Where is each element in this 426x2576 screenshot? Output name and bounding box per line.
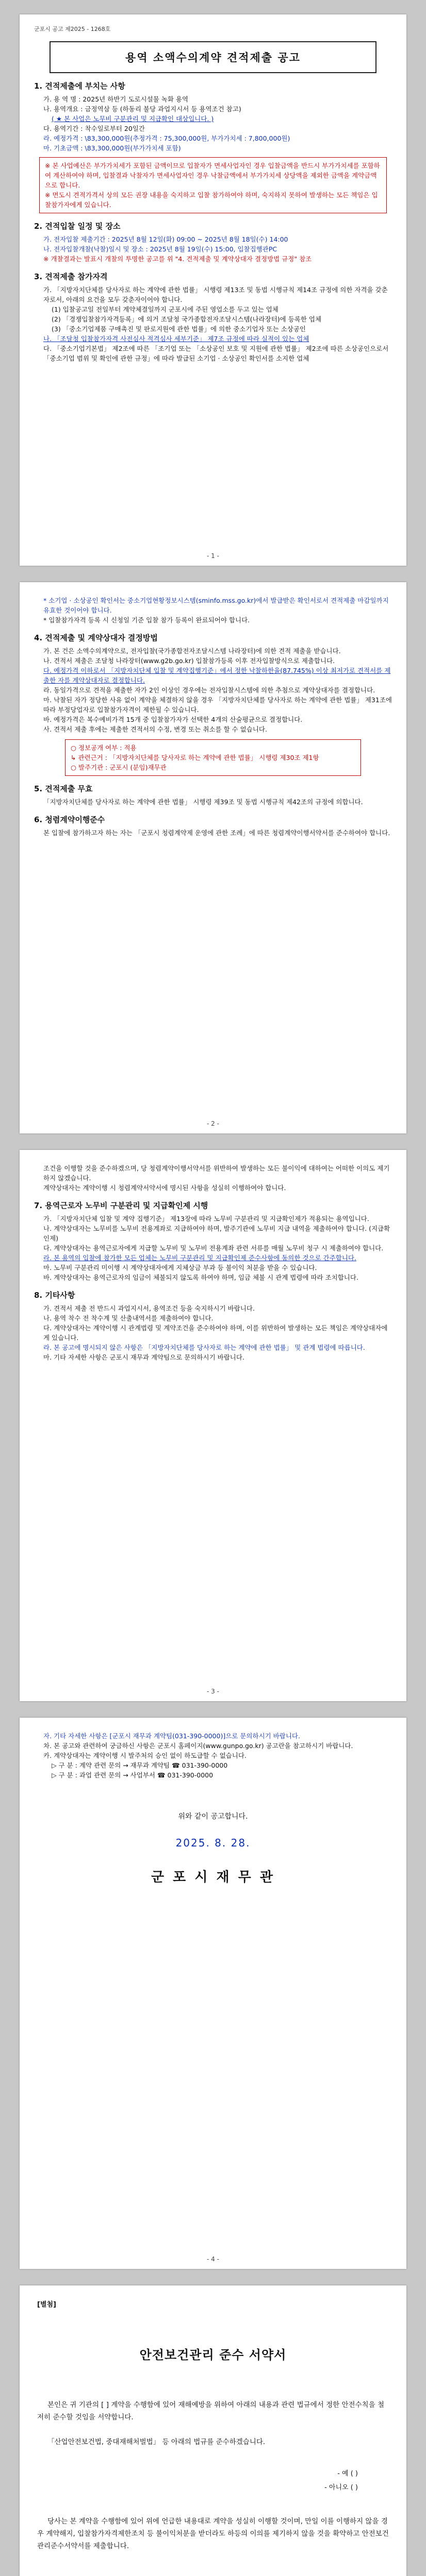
info-disclosure-line-1: ○ 정보공개 여부 : 적용 — [71, 744, 137, 752]
vat-warning-box — [39, 157, 387, 213]
section-6-title: 6. 청렴계약이행준수 — [34, 815, 105, 824]
responsibility-warning-line: ※ 면도시 견적가격서 상의 모든 권장 내용을 숙지하고 입찰 참가하여야 하며, 숙지하지 못하여 발생하는 모든 책임은 입찰참가자에게 있습니다. — [45, 191, 378, 209]
page-number-3: - 3 - — [207, 1688, 219, 1695]
document-page-4 — [20, 1718, 406, 2269]
document-page-3 — [20, 1150, 406, 1701]
s3-line-a1: (1) 입찰공고일 전일부터 계약체결일까지 군포시에 주된 영업소를 두고 있는 업체 — [52, 306, 278, 313]
s8-line-c: 다. 계약상대자는 계약이행 시 관계법령 및 계약조건을 준수하여야 하며, 이를 위반하여 발생하는 모든 책임은 계약상대자에게 있습니다. — [43, 1324, 388, 1342]
pledge-title: 안전보건관리 준수 서약서 — [139, 2348, 287, 2362]
s4-line-d: 라. 동일가격으로 견적을 제출한 자가 2인 이상인 경우에는 전자입찰시스템에 의한 추첨으로 계약상대자를 결정합니다. — [43, 686, 375, 694]
answer-yes: - 예 ( ) — [337, 2470, 358, 2478]
closing-statement: 위와 같이 공고합니다. — [178, 1812, 248, 1821]
s7-line-b: 나. 계약상대자는 노무비를 노무비 전용계좌로 지급하여야 하며, 발주기관에 노무비 지급 내역을 제출하여야 합니다. (지급확인제) — [43, 1225, 390, 1242]
s6-line-1: 본 입찰에 참가하고자 하는 자는 「군포시 청렴계약제 운영에 관한 조례」에 따른 청렴계약이행서약서를 준수하여야 합니다. — [43, 829, 390, 837]
section-3-title: 3. 견적제출 참가자격 — [34, 272, 108, 281]
page-number-2: - 2 - — [207, 1120, 219, 1127]
issuer-name: 군 포 시 재 무 관 — [151, 1870, 275, 1885]
document-title-box — [50, 41, 376, 73]
s8-line-e: 마. 기타 자세한 사항은 군포시 재무과 계약팀으로 문의하시기 바랍니다. — [43, 1353, 244, 1361]
s3-line-b: 나. 「조달청 입찰참가자격 사전심사 적격심사 세부기준」 제7조 규정에 따라 실적이 있는 업체 — [43, 335, 309, 343]
s1-line-base-amount: 마. 기초금액 : \83,300,000원(부가가치세 포함) — [43, 144, 181, 152]
p2-top-note-2: * 입찰참가자격 등록 시 신청일 기준 입찰 참가 등록이 완료되어야 합니다. — [43, 616, 250, 624]
s7-line-d: 라. 본 용역의 입찰에 참가한 모든 업체는 노무비 구분관리 및 지급확인제 준수사항에 동의한 것으로 간주합니다. — [43, 1254, 356, 1262]
attachment-tag: [별첨] — [37, 2301, 56, 2309]
p2-top-note-1: * 소기업 · 소상공인 확인서는 중소기업현황정보시스템(sminfo.mss.go.kr)에서 발급받은 확인서로서 견적제출 마감일까지 유효한 것이어야 합니다. — [43, 597, 389, 614]
p4-line-2: 차. 본 공고와 관련하여 궁금하신 사항은 군포시 홈페이지(www.gunpo.go.kr) 공고란을 참고하시기 바랍니다. — [43, 1742, 353, 1750]
section-2-title: 2. 견적입찰 일정 및 장소 — [34, 222, 121, 231]
section-1-title: 1. 견적제출에 부치는 사항 — [34, 81, 125, 91]
s3-line-a2: (2) 「경쟁입찰참가자격등록」에 의거 조달청 국가종합전자조달시스템(나라장터)에 등록한 업체 — [52, 315, 322, 323]
s1-line-service-name: 가. 용 역 명 : 2025년 하반기 도로시설물 녹화 용역 — [43, 95, 189, 103]
s2-line-submission-period: 가. 전자입찰 제출기간 : 2025년 8월 12일(화) 09:00 ~ 2025년 8월 18일(수) 14:00 — [43, 235, 288, 243]
section-4-title: 4. 견적제출 및 계약상대자 결정방법 — [34, 633, 158, 642]
document-page-1 — [20, 14, 406, 566]
info-disclosure-line-2: ↳ 관련근거 : 「지방자치단체를 당사자로 하는 계약에 관한 법률」 시행령 제30조 제1항 — [71, 754, 319, 761]
answer-no: - 아니오 ( ) — [324, 2484, 358, 2492]
info-disclosure-line-3: ○ 발주기관 : 군포시 (분임)재무관 — [71, 764, 167, 771]
s4-line-c: 다. 예정가격 이하로서 「지방자치단체 입찰 및 계약집행기준」에서 정한 낙찰하한율(87.745%) 이상 최저가로 견적서를 제출한 자를 계약상대자로 결정합니다. — [43, 667, 391, 684]
announcement-date: 2025. 8. 28. — [175, 1837, 251, 1849]
s4-line-e: 마. 낙찰된 자가 정당한 사유 없이 계약을 체결하지 않을 경우 「지방자치단체를 당사자로 하는 계약에 관한 법률」 제31조에 따라 부정당업자로 입찰참가자격이 제한될 수 있습니다. — [43, 696, 392, 714]
s7-line-a: 가. 「지방자치단체 입찰 및 계약 집행기준」 제13장에 따라 노무비 구분관리 및 지급확인제가 적용되는 용역입니다. — [43, 1215, 369, 1223]
s1-line-period: 다. 용역기간 : 착수일로부터 20일간 — [43, 125, 145, 132]
section-8-title: 8. 기타사항 — [34, 1291, 75, 1300]
section-7-title: 7. 용역근로자 노무비 구분관리 및 지급확인제 시행 — [34, 1201, 208, 1210]
document-title: 용역 소액수의계약 견적제출 공고 — [125, 52, 301, 64]
s3-line-c: 다. 「중소기업기본법」 제2조에 따른 「조기업 또는 「소상공인 보호 및 지원에 관한 법률」 제2조에 따른 소상공인으로서 「중소기업 범위 및 확인에 관한 규정」에 따라 발급된 소기업 · 소상공인 확인서를 소지한 업체 — [43, 345, 389, 362]
p4-line-5: ▷ 구 분 : 과업 관련 문의 → 사업부서 ☎ 031-390-0000 — [52, 1771, 214, 1779]
s3-line-a: 가. 「지방자치단체를 당사자로 하는 계약에 관한 법률」 시행령 제13조 및 동법 시행규칙 제14조 규정에 의한 자격을 갖춘 자로서, 아래의 요건을 모두 갖춘자이어야 합니다. — [43, 286, 388, 303]
s1-line-estimated-price: 라. 예정가격 : \83,300,000원(추정가격 : 75,300,000원, 부가가치세 : 7,800,000원) — [43, 134, 290, 142]
s4-line-a: 가. 본 건은 소액수의계약으로, 전자입찰(국가종합전자조달시스템 나라장터)에 의한 견적 제출을 받습니다. — [43, 647, 341, 655]
s4-line-g: 사. 견적서 제출 후에는 제출한 견적서의 수정, 변경 또는 취소를 할 수 없습니다. — [43, 725, 267, 733]
section-5-title: 5. 견적제출 무효 — [34, 784, 93, 793]
p3-intro-line-2: 계약상대자는 계약이행 시 청렴계약서약서에 명시된 사항을 성실히 이행하여야 합니다. — [43, 1184, 286, 1192]
s3-line-a3: (3) 「중소기업제품 구매촉진 및 판로지원에 관한 법률」에 의한 중소기업자 또는 소상공인 — [52, 325, 306, 333]
document-page-5 — [20, 2285, 406, 2576]
document-page-2 — [20, 582, 406, 1133]
pledge-body-1: 본인은 귀 기관의 [ ] 계약을 수행함에 있어 재해예방을 위하여 아래의 내용과 관련 법규에서 정한 안전수칙을 철저히 준수할 것임을 서약합니다. — [37, 2401, 384, 2421]
document-number: 군포시 공고 제2025 - 1268호 — [34, 26, 111, 32]
s7-line-e: 마. 노무비 구분관리 미이행 시 계약상대자에게 지체상금 부과 등 불이익 처분을 받을 수 있습니다. — [43, 1264, 317, 1272]
s5-line-1: 「지방자치단체를 당사자로 하는 계약에 관한 법률」 시행령 제39조 및 동법 시행규칙 제42조의 규정에 의합니다. — [43, 798, 363, 806]
page-number-4: - 4 - — [207, 2256, 219, 2263]
s1-line-overview: 나. 용역개요 : 금정역삼 등 (하동리 불당 과업지시서 등 용역조건 참고) — [43, 105, 241, 113]
s4-line-b: 나. 견적서 제출은 조달청 나라장터(www.g2b.go.kr) 입찰참가등록 이후 전자입찰방식으로 제출합니다. — [43, 657, 335, 665]
p4-line-1: 자. 기타 자세한 사항은 [군포시 재무과 계약팀(031-390-0000)]으로 문의하시기 바랍니다. — [43, 1732, 300, 1740]
vat-warning-line: ※ 본 사업예산은 부가가치세가 포함된 금액이므로 입찰자가 면세사업자인 경우 입찰금액을 반드시 부가가치세를 포함하여 계산하여야 하며, 입찰결과 낙찰자가 면세사업자인 경우 낙찰금액에서 부가가치세 상당액을 제외한 금액을 계약금액으로 합니다. — [45, 162, 380, 189]
s2-line-opening: 나. 전자입찰개찰(낙찰)일시 및 장소 : 2025년 8월 19일(수) 15:00, 입찰집행관PC — [43, 245, 277, 253]
p3-intro-line-1: 조건을 이행할 것을 준수하겠으며, 당 청렴계약이행서약서를 위반하여 발생하는 모든 불이익에 대하여는 어떠한 이의도 제기하지 않겠습니다. — [43, 1164, 390, 1182]
pledge-body-2: 「산업안전보건법, 중대재해처벌법」 등 아래의 법규를 준수하겠습니다. — [47, 2438, 266, 2446]
s7-line-c: 다. 계약상대자는 용역근로자에게 지급할 노무비 및 노무비 전용계좌 관련 서류를 매월 노무비 청구 시 제출하여야 합니다. — [43, 1244, 384, 1252]
s7-line-f: 바. 계약상대자는 용역근로자의 임금이 체불되지 않도록 하여야 하며, 임금 체불 시 관계 법령에 따라 조치합니다. — [43, 1274, 358, 1281]
pledge-statement: 당사는 본 계약을 수행함에 있어 위에 언급한 내용대로 계약을 성실히 이행할 것이며, 만일 이를 이행하지 않을 경우 계약해지, 입찰참가자격제한조치 등 불이익처분을 받더라도 하등의 이의를 제기하지 않을 것을 확약하고 안전보건관리준수서약서를 제출합니다. — [37, 2517, 389, 2550]
p4-line-3: 카. 계약상대자는 계약이행 시 발주처의 승인 없이 하도급할 수 없습니다. — [43, 1752, 247, 1759]
s8-line-d: 라. 본 공고에 명시되지 않은 사항은 「지방자치단체를 당사자로 하는 계약에 관한 법률」 및 관계 법령에 따릅니다. — [43, 1344, 365, 1351]
s8-line-a: 가. 견적서 제출 전 반드시 과업지시서, 용역조건 등을 숙지하시기 바랍니다. — [43, 1304, 255, 1312]
s4-line-f: 바. 예정가격은 복수예비가격 15개 중 입찰참가자가 선택한 4개의 산술평균으로 결정합니다. — [43, 716, 303, 723]
s8-line-b: 나. 용역 착수 전 착수계 및 산출내역서를 제출하여야 합니다. — [43, 1314, 214, 1322]
page-number-1: - 1 - — [207, 552, 219, 560]
info-disclosure-box — [65, 739, 361, 776]
s1-line-labor-notice: ( ★ 본 사업은 노무비 구분관리 및 지급확인 대상입니다. ) — [52, 115, 214, 123]
s2-line-note: ※ 개찰결과는 발표시 개찰의 투명한 공고를 위 "4. 견적제출 및 계약상대자 결정방법 규정" 참조 — [43, 255, 312, 263]
p4-line-4: ▷ 구 분 : 계약 관련 문의 → 재무과 계약팀 ☎ 031-390-0000 — [52, 1761, 228, 1769]
